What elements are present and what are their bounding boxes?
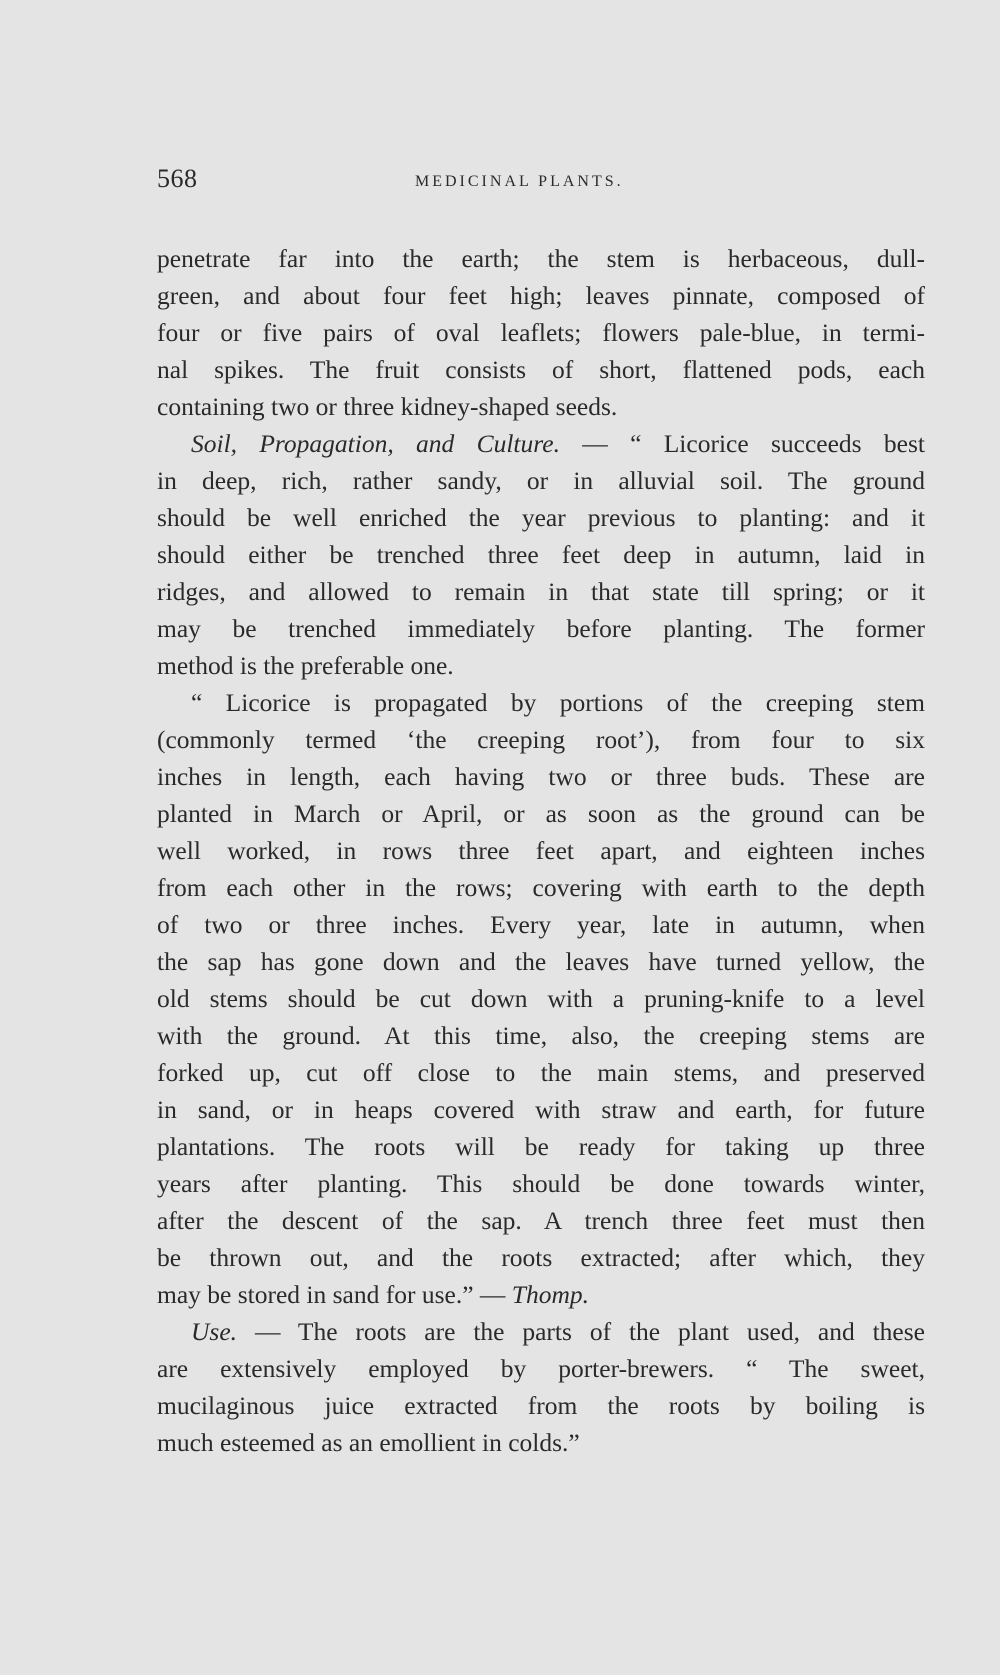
text-line: green, and about four feet high; leaves pinnate, composed of (157, 281, 925, 310)
text-line: be thrown out, and the roots extracted; after which, they (157, 1243, 925, 1272)
paragraph-use (157, 1313, 925, 1461)
section-heading-soil: Soil, Propagation, and Culture. (191, 429, 560, 458)
paragraph-description (157, 240, 925, 425)
paragraph-soil-culture (157, 425, 925, 684)
text-line: nal spikes. The fruit consists of short, flattened pods, each (157, 355, 925, 384)
text-line: “ Licorice is propagated by portions of the creeping stem (191, 688, 925, 717)
text-line: well worked, in rows three feet apart, and eighteen inches (157, 836, 925, 865)
text-line: method is the preferable one. (157, 651, 454, 680)
text-line: with the ground. At this time, also, the creeping stems are (157, 1021, 925, 1050)
text-line: may be trenched immediately before planting. The former (157, 614, 925, 643)
text-line: much esteemed as an emollient in colds.” (157, 1428, 580, 1457)
text-line: mucilaginous juice extracted from the roots by boiling is (157, 1391, 925, 1420)
text-line (157, 1313, 925, 1350)
attribution: Thomp. (511, 1280, 590, 1309)
text-line (157, 1276, 925, 1313)
running-title: MEDICINAL PLANTS. (415, 173, 624, 190)
text-run: — “ Licorice succeeds best (559, 429, 925, 458)
text-line: ridges, and allowed to remain in that state till spring; or it (157, 577, 925, 606)
text-line: plantations. The roots will be ready for taking up three (157, 1132, 925, 1161)
text-line: from each other in the rows; covering with earth to the depth (157, 873, 925, 902)
paragraph-propagation-quote (157, 684, 925, 1313)
text-line: planted in March or April, or as soon as the ground can be (157, 799, 925, 828)
text-line: (commonly termed ‘the creeping root’), from four to six (157, 725, 925, 754)
text-line: should be well enriched the year previous to planting: and it (157, 503, 925, 532)
text-line: should either be trenched three feet deep in autumn, laid in (157, 540, 925, 569)
text-line: in sand, or in heaps covered with straw and earth, for future (157, 1095, 925, 1124)
text-line: of two or three inches. Every year, late in autumn, when (157, 910, 925, 939)
text-line: forked up, cut off close to the main stems, and preserved (157, 1058, 925, 1087)
text-line: four or five pairs of oval leaflets; flowers pale-blue, in termi- (157, 318, 925, 347)
text-line: in deep, rich, rather sandy, or in alluvial soil. The ground (157, 466, 925, 495)
text-line: inches in length, each having two or three buds. These are (157, 762, 925, 791)
text-line (157, 425, 925, 462)
text-run: — The roots are the parts of the plant used, and these (237, 1317, 925, 1346)
text-line: penetrate far into the earth; the stem is herbaceous, dull- (157, 244, 925, 273)
text-run: may be stored in sand for use.” — (157, 1280, 512, 1309)
section-heading-use: Use. (191, 1317, 238, 1346)
text-line: containing two or three kidney-shaped seeds. (157, 392, 618, 421)
text-line: after the descent of the sap. A trench three feet must then (157, 1206, 925, 1235)
text-line: years after planting. This should be done towards winter, (157, 1169, 925, 1198)
text-line: are extensively employed by porter-brewers. “ The sweet, (157, 1354, 925, 1383)
body-text (157, 240, 925, 1461)
text-line: the sap has gone down and the leaves have turned yellow, the (157, 947, 925, 976)
running-head (157, 164, 925, 204)
page-number: 568 (157, 164, 198, 193)
text-line: old stems should be cut down with a pruning-knife to a level (157, 984, 925, 1013)
